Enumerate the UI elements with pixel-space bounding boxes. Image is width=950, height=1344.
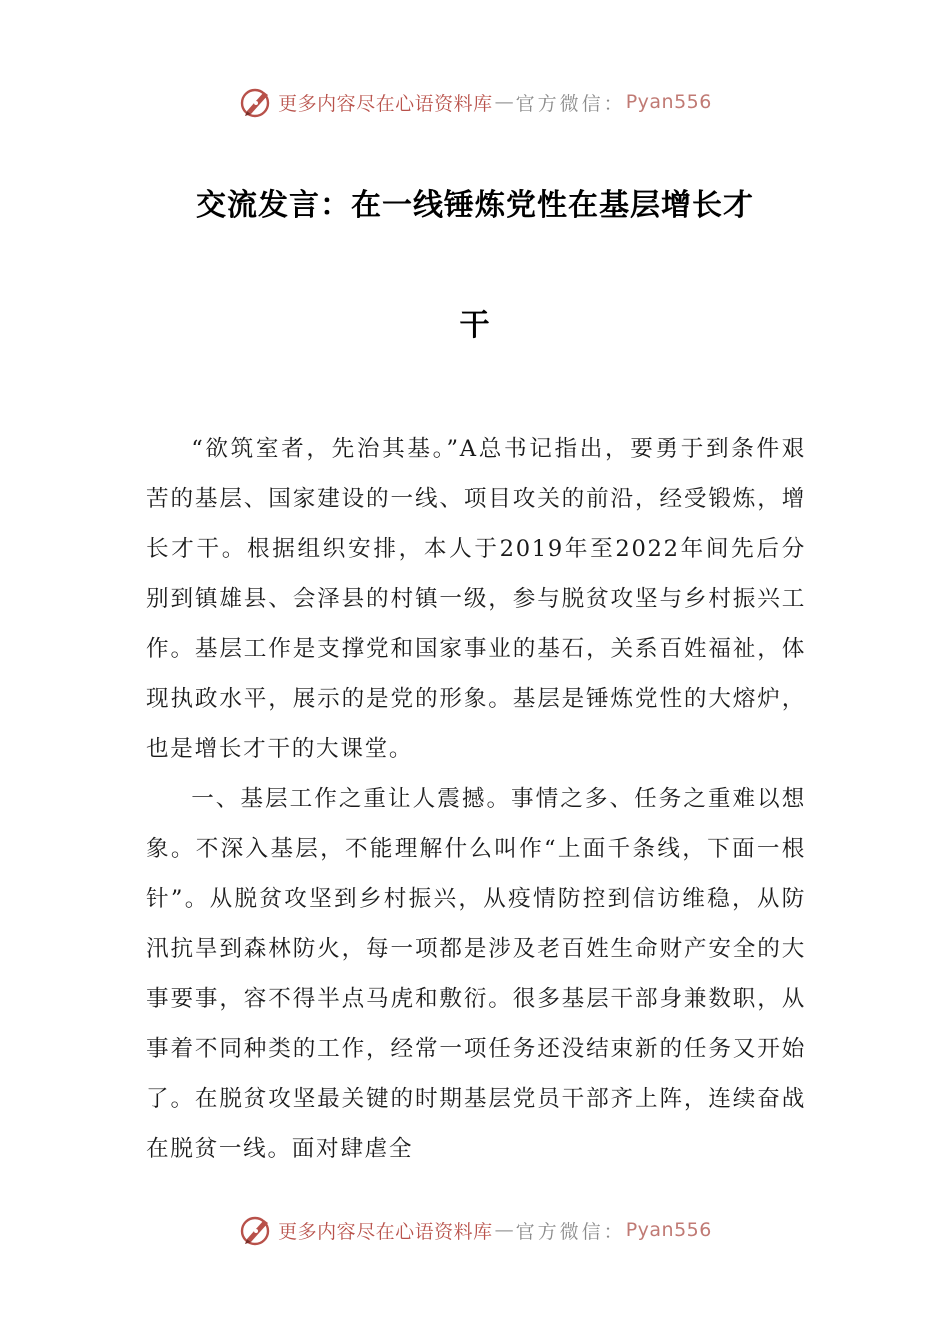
watermark-main-text: 更多内容尽在心语资料库: [278, 92, 493, 115]
watermark-wechat-id: Pyan556: [625, 91, 712, 113]
watermark-separator: —: [494, 1219, 514, 1241]
document-title-line-2: 干: [459, 308, 491, 343]
footer-watermark: [0, 1210, 950, 1250]
header-watermark: [0, 82, 950, 122]
watermark-sub-text: 官方微信：: [515, 92, 626, 115]
pen-logo-icon: [238, 1212, 274, 1248]
pen-logo-icon: [238, 84, 274, 120]
watermark-separator: —: [494, 91, 514, 113]
document-title-line-1: 交流发言：在一线锤炼党性在基层增长才: [196, 188, 754, 223]
body-paragraph-1: “欲筑室者，先治其基。”A总书记指出，要勇于到条件艰苦的基层、国家建设的一线、项目攻关的前沿，经受锻炼，增长才干。根据组织安排，本人于2019年至2022年间先后分别到镇雄县、会泽县的村镇一级，参与脱贫攻坚与乡村振兴工作。基层工作是支撑党和国家事业的基石，关系百姓福祉，体现执政水平，展示的是党的形象。基层是锤炼党性的大熔炉，也是增长才干的大课堂。: [146, 436, 806, 762]
document-body: [146, 424, 806, 1174]
watermark-sub-text: 官方微信：: [515, 1220, 626, 1243]
watermark-main-text: 更多内容尽在心语资料库: [278, 1220, 493, 1243]
watermark-wechat-id: Pyan556: [625, 1219, 712, 1241]
body-paragraph-2: 一、基层工作之重让人震撼。事情之多、任务之重难以想象。不深入基层，不能理解什么叫作“上面千条线，下面一根针”。从脱贫攻坚到乡村振兴，从疫情防控到信访维稳，从防汛抗旱到森林防火，每一项都是涉及老百姓生命财产安全的大事要事，容不得半点马虎和敷衍。很多基层干部身兼数职，从事着不同种类的工作，经常一项任务还没结束新的任务又开始了。在脱贫攻坚最关键的时期基层党员干部齐上阵，连续奋战在脱贫一线。面对肆虐全: [146, 786, 806, 1162]
